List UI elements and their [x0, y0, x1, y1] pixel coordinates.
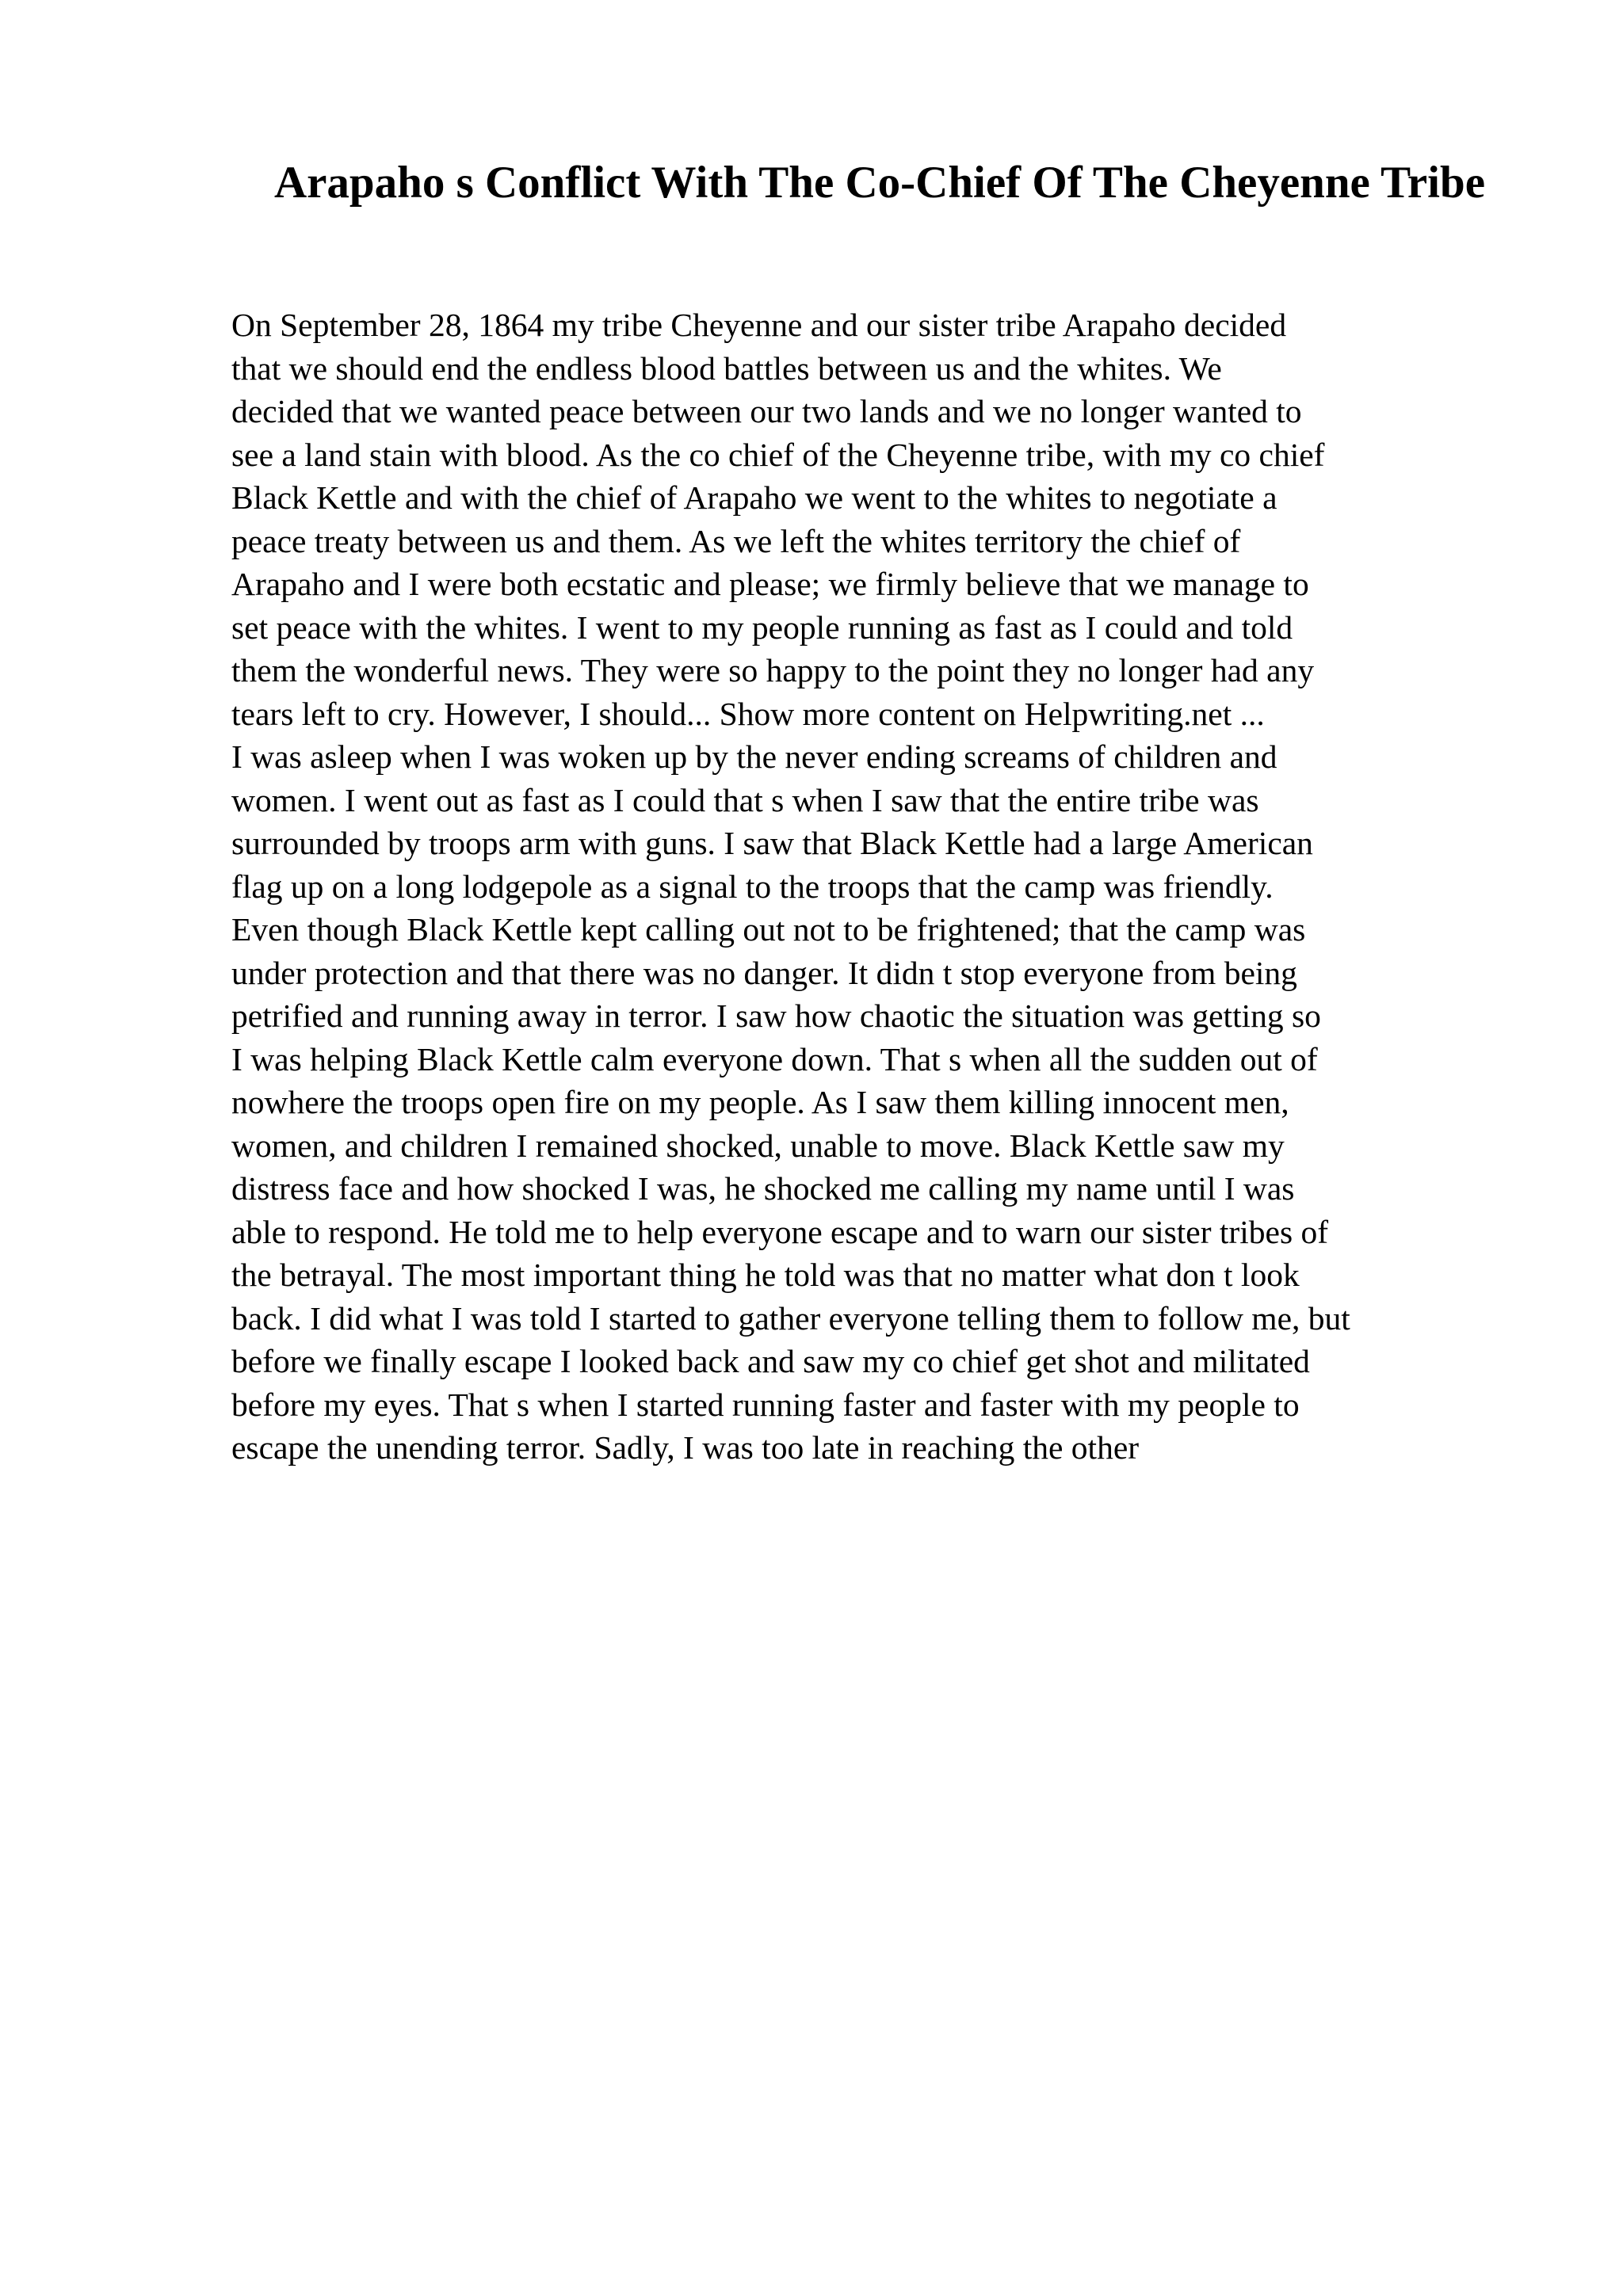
body-line: petrified and running away in terror. I saw how chaotic the situation was getting so — [231, 997, 1321, 1034]
body-line: under protection and that there was no danger. It didn t stop everyone from being — [231, 954, 1297, 991]
body-line: tears left to cry. However, I should... Show more content on Helpwriting.net ... — [231, 695, 1265, 732]
document-title: Arapaho s Conflict With The Co-Chief Of The Cheyenne Tribe — [273, 158, 1486, 208]
body-line: Black Kettle and with the chief of Arapaho we went to the whites to negotiate a — [231, 479, 1277, 516]
body-line: nowhere the troops open fire on my people. As I saw them killing innocent men, — [231, 1084, 1289, 1120]
body-line: I was helping Black Kettle calm everyone down. That s when all the sudden out of — [231, 1040, 1318, 1077]
body-line: before we finally escape I looked back and saw my co chief get shot and militated — [231, 1343, 1310, 1379]
document-body — [231, 303, 1531, 1470]
body-line: surrounded by troops arm with guns. I saw that Black Kettle had a large American — [231, 825, 1313, 861]
body-line: flag up on a long lodgepole as a signal to the troops that the camp was friendly. — [231, 868, 1274, 905]
body-line: decided that we wanted peace between our two lands and we no longer wanted to — [231, 393, 1302, 429]
body-line: Even though Black Kettle kept calling out not to be frightened; that the camp was — [231, 911, 1306, 948]
body-line: that we should end the endless blood battles between us and the whites. We — [231, 349, 1222, 387]
body-line: see a land stain with blood. As the co chief of the Cheyenne tribe, with my co chief — [231, 436, 1325, 473]
body-line: distress face and how shocked I was, he shocked me calling my name until I was — [231, 1170, 1295, 1207]
body-line: escape the unending terror. Sadly, I was too late in reaching the other — [231, 1429, 1140, 1466]
body-line: the betrayal. The most important thing he told was that no matter what don t look — [231, 1257, 1300, 1293]
body-line: back. I did what I was told I started to gather everyone telling them to follow me, but — [231, 1299, 1350, 1337]
body-line: women, and children I remained shocked, unable to move. Black Kettle saw my — [231, 1127, 1285, 1164]
body-line: peace treaty between us and them. As we left the whites territory the chief of — [231, 522, 1241, 559]
body-line: able to respond. He told me to help everyone escape and to warn our sister tribes of — [231, 1213, 1329, 1250]
body-line: I was asleep when I was woken up by the never ending screams of children and — [231, 738, 1277, 775]
body-line: them the wonderful news. They were so happy to the point they no longer had any — [231, 652, 1315, 688]
body-line: before my eyes. That s when I started running faster and faster with my people to — [231, 1386, 1300, 1423]
body-line: set peace with the whites. I went to my people running as fast as I could and told — [231, 608, 1293, 646]
body-line: On September 28, 1864 my tribe Cheyenne and our sister tribe Arapaho decided — [231, 307, 1287, 343]
body-line: women. I went out as fast as I could that s when I saw that the entire tribe was — [231, 781, 1259, 818]
body-line: Arapaho and I were both ecstatic and please; we firmly believe that we manage to — [231, 566, 1309, 602]
